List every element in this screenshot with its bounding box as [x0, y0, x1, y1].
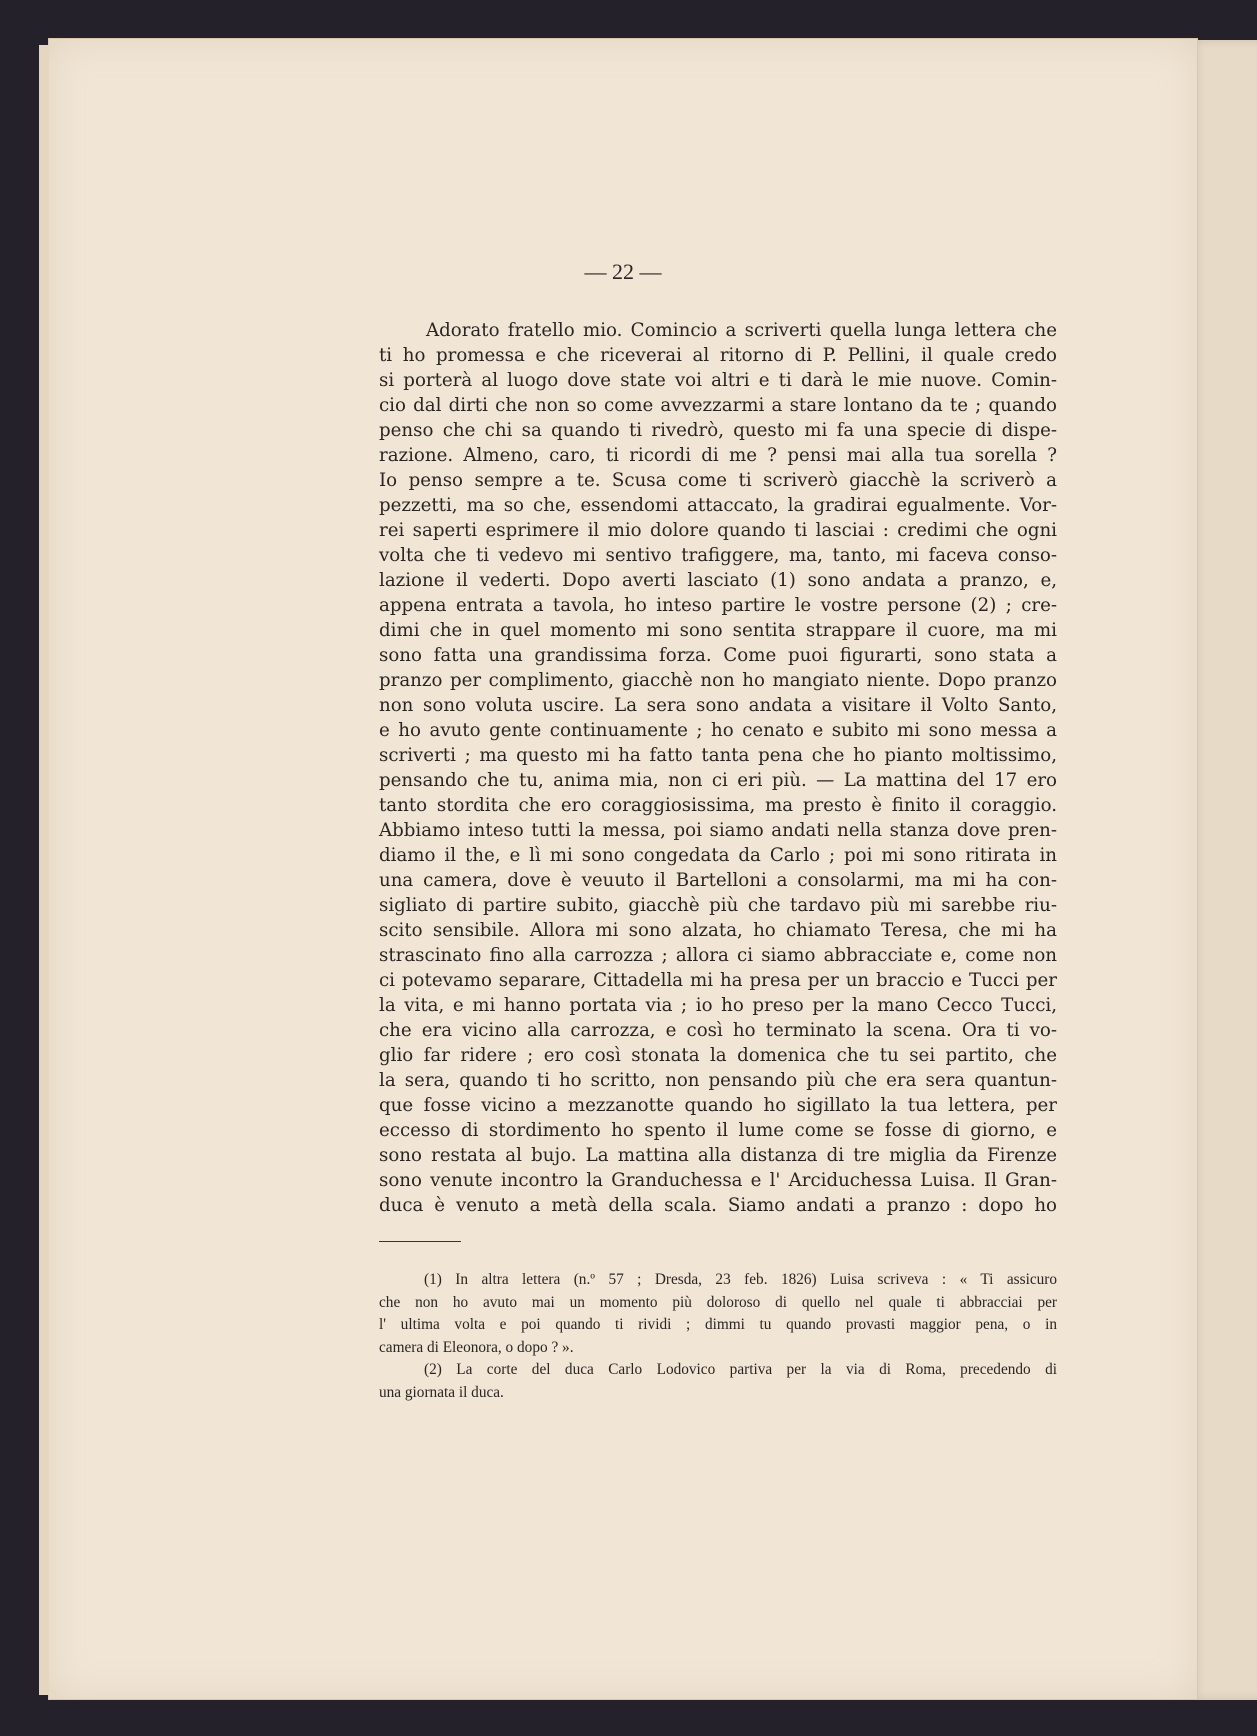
book-page	[48, 38, 1198, 1700]
text-line: diamo il the, e lì mi sono congedata da Carlo ; poi mi sono ritirata in	[379, 845, 1057, 866]
text-line: scriverti ; ma questo mi ha fatto tanta pena che ho pianto moltissimo,	[379, 745, 1057, 766]
text-line: volta che ti vedevo mi sentivo trafiggere, ma, tanto, mi faceva conso-	[379, 545, 1057, 566]
text-line: pranzo per complimento, giacchè non ho mangiato niente. Dopo pranzo	[379, 670, 1057, 691]
footnote-line: che non ho avuto mai un momento più doloroso di quello nel quale ti abbracciai per	[379, 1293, 1057, 1311]
text-line: que fosse vicino a mezzanotte quando ho sigillato la tua lettera, per	[379, 1095, 1057, 1116]
text-line: glio far ridere ; ero così stonata la domenica che tu sei partito, che	[379, 1045, 1057, 1066]
footnote-line: una giornata il duca.	[379, 1383, 504, 1401]
text-line: che era vicino alla carrozza, e così ho terminato la scena. Ora ti vo-	[379, 1020, 1057, 1041]
text-line: appena entrata a tavola, ho inteso partire le vostre persone (2) ; cre-	[379, 595, 1057, 616]
text-line: sigliato di partire subito, giacchè più che tardavo più mi sarebbe riu-	[379, 895, 1057, 916]
text-line: la vita, e mi hanno portata via ; io ho preso per la mano Cecco Tucci,	[379, 995, 1057, 1016]
text-line: pezzetti, ma so che, essendomi attaccato, la gradirai egualmente. Vor-	[379, 495, 1057, 516]
letter-body-text	[379, 318, 1057, 1218]
text-line: sono restata al bujo. La mattina alla distanza di tre miglia da Firenze	[379, 1145, 1057, 1166]
footnote-separator	[379, 1241, 461, 1242]
text-line: sono venute incontro la Granduchessa e l' Arciduchessa Luisa. Il Gran-	[379, 1170, 1057, 1191]
text-line: Abbiamo inteso tutti la messa, poi siamo andati nella stanza dove pren-	[379, 820, 1057, 841]
text-line: ci potevamo separare, Cittadella mi ha presa per un braccio e Tucci per	[379, 970, 1057, 991]
footnote-line: l' ultima volta e poi quando ti rividi ; dimmi tu quando provasti maggior pena, o in	[379, 1316, 1057, 1334]
footnote-line: (1) In altra lettera (n.º 57 ; Dresda, 23 feb. 1826) Luisa scriveva : « Ti assicuro	[424, 1271, 1057, 1288]
text-line: una camera, dove è veuuto il Bartelloni a consolarmi, ma mi ha con-	[379, 870, 1057, 891]
text-line: eccesso di stordimento ho spento il lume come se fosse di giorno, e	[379, 1120, 1057, 1141]
text-line: cio dal dirti che non so come avvezzarmi a stare lontano da te ; quando	[379, 395, 1057, 416]
text-line: dimi che in quel momento mi sono sentita strappare il cuore, ma mi	[379, 620, 1057, 641]
text-line: lazione il vederti. Dopo averti lasciato (1) sono andata a pranzo, e,	[379, 570, 1057, 591]
text-line: Io penso sempre a te. Scusa come ti scriverò giacchè la scriverò a	[379, 470, 1057, 491]
footnote-line: (2) La corte del duca Carlo Lodovico partiva per la via di Roma, precedendo di	[424, 1361, 1057, 1379]
text-line: e ho avuto gente continuamente ; ho cenato e subito mi sono messa a	[379, 720, 1057, 741]
adjacent-page-edge	[1188, 40, 1257, 1700]
text-line: si porterà al luogo dove state voi altri e ti darà le mie nuove. Comin-	[379, 370, 1057, 391]
text-line: tanto stordita che ero coraggiosissima, ma presto è finito il coraggio.	[379, 795, 1057, 816]
page-number: — 22 —	[584, 259, 662, 284]
footnote-line: camera di Eleonora, o dopo ? ».	[379, 1338, 574, 1356]
text-line: Adorato fratello mio. Comincio a scriverti quella lunga lettera che	[426, 320, 1057, 341]
text-line: non sono voluta uscire. La sera sono andata a visitare il Volto Santo,	[379, 695, 1057, 716]
text-line: rei saperti esprimere il mio dolore quando ti lasciai : credimi che ogni	[379, 520, 1057, 541]
text-line: razione. Almeno, caro, ti ricordi di me ? pensi mai alla tua sorella ?	[379, 445, 1057, 466]
text-line: pensando che tu, anima mia, non ci eri più. — La mattina del 17 ero	[379, 770, 1057, 791]
text-line: sono fatta una grandissima forza. Come puoi figurarti, sono stata a	[379, 645, 1057, 666]
text-line: duca è venuto a metà della scala. Siamo andati a pranzo : dopo ho	[379, 1195, 1057, 1216]
text-line: scito sensibile. Allora mi sono alzata, ho chiamato Teresa, che mi ha	[379, 920, 1057, 941]
text-line: strascinato fino alla carrozza ; allora ci siamo abbracciate e, come non	[379, 945, 1057, 966]
text-line: ti ho promessa e che riceverai al ritorno di P. Pellini, il quale credo	[379, 345, 1057, 366]
footnotes	[379, 1269, 1057, 1405]
text-line: la sera, quando ti ho scritto, non pensando più che era sera quantun-	[379, 1070, 1057, 1091]
text-line: penso che chi sa quando ti rivedrò, questo mi fa una specie di dispe-	[379, 420, 1057, 441]
